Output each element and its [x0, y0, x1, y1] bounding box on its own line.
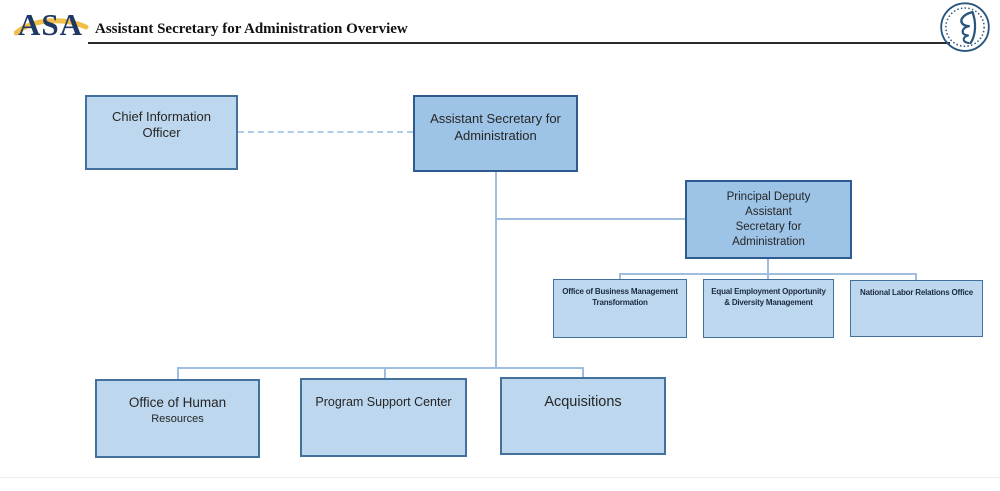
- org-box-acquisitions: [500, 377, 666, 455]
- org-box-label-line: Assistant Secretary for: [430, 111, 561, 126]
- org-box-label-line: Chief Information: [112, 109, 211, 124]
- org-box-equal-employment-opportunity-diversity: [703, 279, 834, 338]
- org-box-label-line: Transformation: [592, 298, 648, 307]
- org-box-national-labor-relations-office: [850, 280, 983, 337]
- connector-dashed-cio-asa: [238, 131, 413, 133]
- org-box-label-line: & Diversity Management: [724, 298, 813, 307]
- org-box-office-human-resources: [95, 379, 260, 458]
- org-box-label-line: Officer: [142, 125, 181, 140]
- org-box-label-line: Program Support Center: [315, 395, 452, 409]
- connector-vertical-main: [495, 172, 497, 368]
- connector-rail-bottom-offices: [177, 367, 584, 369]
- org-box-principal-deputy-assistant-secretary: [685, 180, 852, 259]
- org-box-label-line: Acquisitions: [544, 394, 622, 410]
- org-box-label-line: Administration: [454, 128, 537, 143]
- org-box-label-line: Administration: [732, 236, 805, 248]
- org-box-label-line: Assistant: [745, 206, 792, 218]
- org-box-label-line: Office of Human: [128, 395, 227, 410]
- connector-branch-principal-deputy: [495, 218, 685, 220]
- org-box-program-support-center: [300, 378, 467, 457]
- org-box-assistant-secretary-administration: [413, 95, 578, 172]
- org-box-label-line: Principal Deputy: [726, 191, 811, 203]
- org-box-label-line: Office of Business Management: [562, 287, 678, 296]
- asa-logo: [16, 4, 88, 48]
- org-box-chief-information-officer: [85, 95, 238, 170]
- asa-logo-text: ASA: [18, 7, 84, 42]
- org-box-label-line: Resources: [151, 413, 204, 425]
- title-underline: [88, 42, 950, 44]
- org-box-label-line: Secretary for: [735, 221, 802, 233]
- org-box-label-line: Equal Employment Opportunity: [711, 287, 826, 296]
- hhs-seal-icon: [936, 1, 994, 57]
- org-box-label-line: National Labor Relations Office: [860, 288, 973, 297]
- page-title: Assistant Secretary for Administration Overview: [95, 21, 408, 37]
- footer-rule: [0, 477, 1000, 478]
- org-box-office-business-management-transformation: [553, 279, 687, 338]
